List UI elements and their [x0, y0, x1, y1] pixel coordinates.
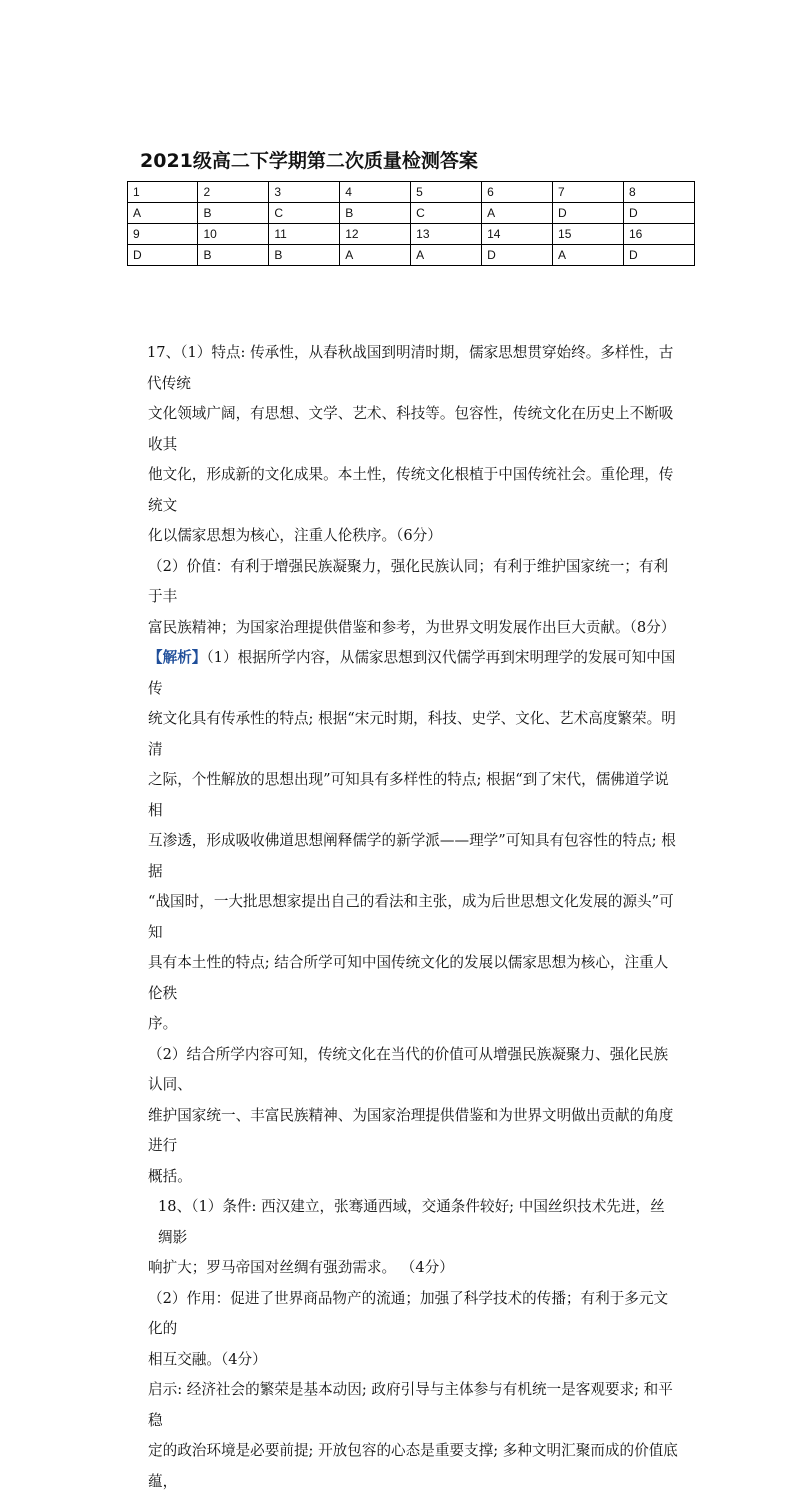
q17-analysis-line: （2）结合所学内容可知，传统文化在当代的价值可从增强民族凝聚力、强化民族认同、 [148, 1045, 669, 1093]
answer-cell: A [411, 245, 482, 266]
answer-cell: 11 [269, 224, 340, 245]
answer-cell: 9 [128, 224, 198, 245]
answer-cell: A [340, 245, 411, 266]
q18-line: 18、（1）条件: 西汉建立，张骞通西域，交通条件较好; 中国丝织技术先进，丝绸影 [158, 1198, 665, 1246]
q17-analysis-line: 概括。 [148, 1167, 192, 1185]
answer-cell: 10 [198, 224, 269, 245]
answer-cell: 5 [411, 182, 482, 203]
answer-row [128, 203, 695, 224]
answer-cell: D [623, 203, 694, 224]
answer-cell: 4 [340, 182, 411, 203]
answer-cell: 14 [482, 224, 553, 245]
analysis-text: （1）根据所学内容，从儒家思想到汉代儒学再到宋明理学的发展可知中国传 [148, 649, 676, 697]
q17-line: （2）价值：有利于增强民族凝聚力，强化民族认同；有利于维护国家统一；有利于丰 [148, 557, 669, 605]
q18-line: 定的政治环境是必要前提; 开放包容的心态是重要支撑; 多种文明汇聚而成的价值底蕴， [148, 1442, 678, 1490]
q18-line: 响扩大；罗马帝国对丝绸有强劲需求。 （4分） [148, 1259, 454, 1276]
answer-cell: 16 [623, 224, 694, 245]
answer-cell: 2 [198, 182, 269, 203]
answer-cell: A [482, 203, 553, 224]
answer-cell: 7 [553, 182, 624, 203]
answer-row [128, 245, 695, 266]
q17-analysis-line: 互渗透，形成吸收佛道思想阐释儒学的新学派——理学”可知具有包容性的特点; 根据 [148, 832, 676, 880]
q17-analysis-line: 统文化具有传承性的特点; 根据“宋元时期，科技、史学、文化、艺术高度繁荣。明清 [148, 710, 676, 758]
answer-cell: 15 [553, 224, 624, 245]
answer-cell: 13 [411, 224, 482, 245]
answer-cell: 3 [269, 182, 340, 203]
answer-cell: B [340, 203, 411, 224]
answer-cell: D [553, 203, 624, 224]
answer-cell: A [553, 245, 624, 266]
answer-cell: B [269, 245, 340, 266]
answer-cell: C [411, 203, 482, 224]
answer-body [131, 338, 679, 1497]
q17-analysis-first-line [131, 643, 679, 704]
answer-cell: B [198, 245, 269, 266]
q17-analysis-line: 维护国家统一、丰富民族精神、为国家治理提供借鉴和为世界文明做出贡献的角度进行 [148, 1106, 674, 1154]
analysis-tag: 【解析】 [148, 649, 207, 666]
answer-cell: D [128, 245, 198, 266]
q17-analysis-line: 具有本土性的特点; 结合所学可知中国传统文化的发展以儒家思想为核心，注重人伦秩 [148, 954, 669, 1002]
q17-line: 文化领域广阔，有思想、文学、艺术、科技等。包容性，传统文化在历史上不断吸收其 [148, 405, 674, 453]
answer-cell: C [269, 203, 340, 224]
answer-cell: 1 [128, 182, 198, 203]
q17-line: 17、（1）特点: 传承性，从春秋战国到明清时期，儒家思想贯穿始终。多样性，古代传统 [147, 344, 674, 392]
answer-cell: 6 [482, 182, 553, 203]
answer-row [128, 224, 695, 245]
q17-line: 富民族精神；为国家治理提供借鉴和参考，为世界文明发展作出巨大贡献。（8分） [148, 618, 676, 636]
q18-line: 启示: 经济社会的繁荣是基本动因; 政府引导与主体参与有机统一是客观要求; 和平稳 [148, 1381, 673, 1429]
q17-line: 他文化，形成新的文化成果。本土性，传统文化根植于中国传统社会。重伦理，传统文 [148, 466, 674, 514]
answer-row [128, 182, 695, 203]
q17-analysis-line: 之际，个性解放的思想出现”可知具有多样性的特点; 根据“到了宋代，儒佛道学说相 [148, 771, 669, 819]
q17-analysis-line: “战国时，一大批思想家提出自己的看法和主张，成为后世思想文化发展的源头”可知 [148, 893, 674, 941]
answer-cell: D [482, 245, 553, 266]
answer-cell: 12 [340, 224, 411, 245]
q18-line: （2）作用：促进了世界商品物产的流通；加强了科学技术的传播；有利于多元文化的 [148, 1289, 669, 1337]
q17-analysis-line: 序。 [148, 1015, 178, 1032]
page-title: 2021级高二下学期第二次质量检测答案 [140, 150, 478, 172]
answer-cell: A [128, 203, 198, 224]
q18-line: 相互交融。（4分） [148, 1350, 267, 1368]
answer-table [127, 181, 695, 266]
q17-line: 化以儒家思想为核心，注重人伦秩序。（6分） [148, 527, 442, 544]
answer-cell: B [198, 203, 269, 224]
answer-cell: D [623, 245, 694, 266]
answer-cell: 8 [623, 182, 694, 203]
